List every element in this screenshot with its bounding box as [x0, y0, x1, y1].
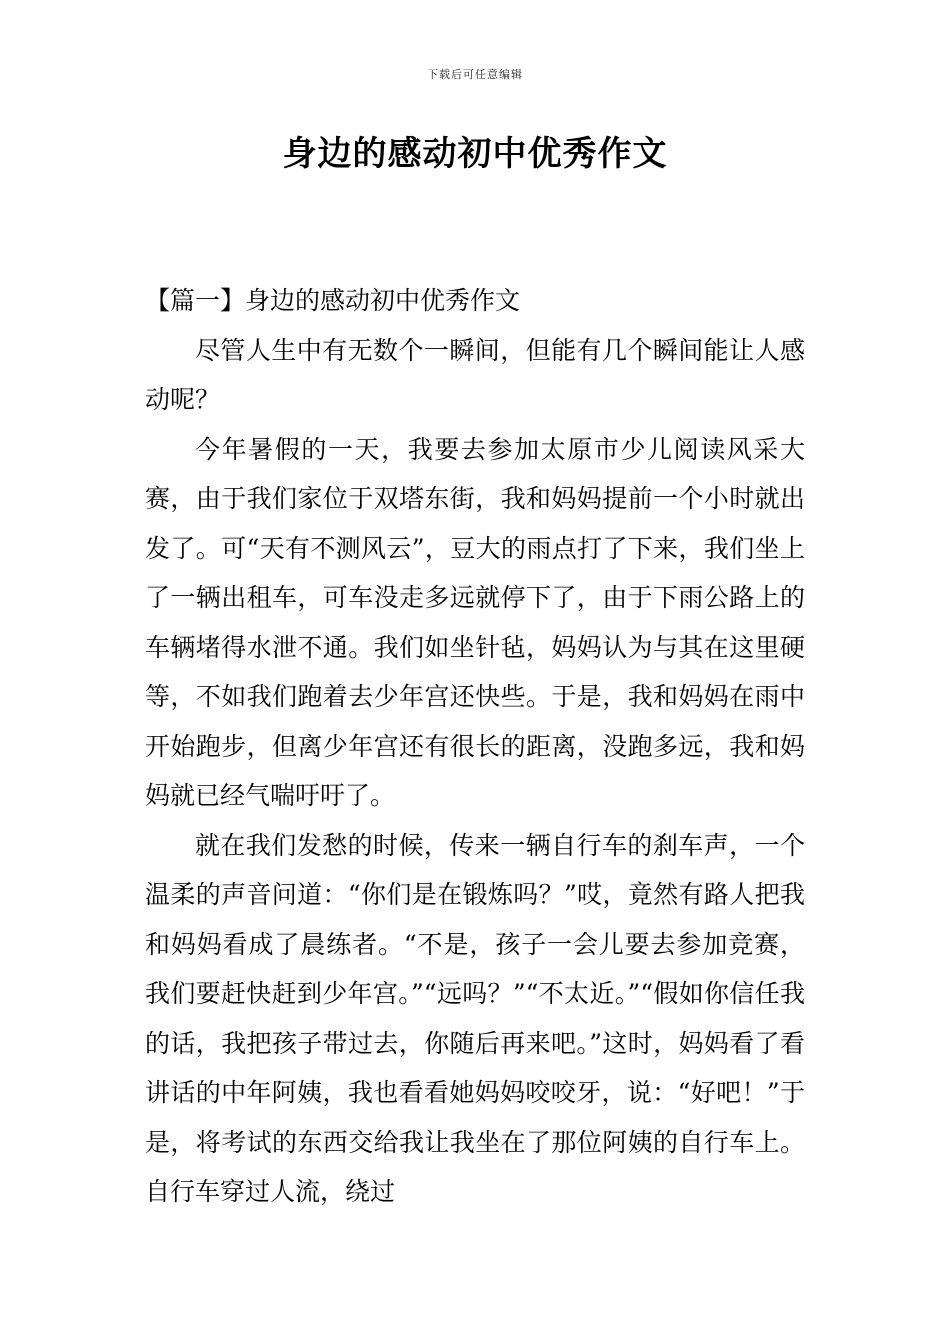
- document-title: 身边的感动初中优秀作文: [282, 134, 668, 174]
- paragraph-2: 今年暑假的一天，我要去参加太原市少儿阅读风采大赛，由于我们家位于双塔东街，我和妈妈提前一个小时就出发了。可“天有不测风云”，豆大的雨点打了下来，我们坐上了一辆出租车，可车没走多远就停下了，由于下雨公路上的车辆堵得水泄不通。我们如坐针毡，妈妈认为与其在这里硬等，不如我们跑着去少年宫还快些。于是，我和妈妈在雨中开始跑步，但离少年宫还有很长的距离，没跑多远，我和妈妈就已经气喘吁吁了。: [145, 434, 805, 810]
- paragraph-1: 尽管人生中有无数个一瞬间，但能有几个瞬间能让人感动呢？: [145, 335, 805, 414]
- section-heading: 【篇一】身边的感动初中优秀作文: [145, 286, 521, 315]
- paragraph-3: 就在我们发愁的时候，传来一辆自行车的刹车声，一个温柔的声音问道：“你们是在锻炼吗？”哎，竟然有路人把我和妈妈看成了晨练者。“不是，孩子一会儿要去参加竞赛，我们要赶快赶到少年宫。”“远吗？”“不太近。”“假如你信任我的话，我把孩子带过去，你随后再来吧。”这时，妈妈看了看讲话的中年阿姨，我也看看她妈妈咬咬牙，说：“好吧！”于是，将考试的东西交给我让我坐在了那位阿姨的自行车上。自行车穿过人流，绕过: [145, 830, 805, 1206]
- header-note: 下载后可任意编辑: [427, 68, 523, 81]
- document-body: [145, 276, 805, 1217]
